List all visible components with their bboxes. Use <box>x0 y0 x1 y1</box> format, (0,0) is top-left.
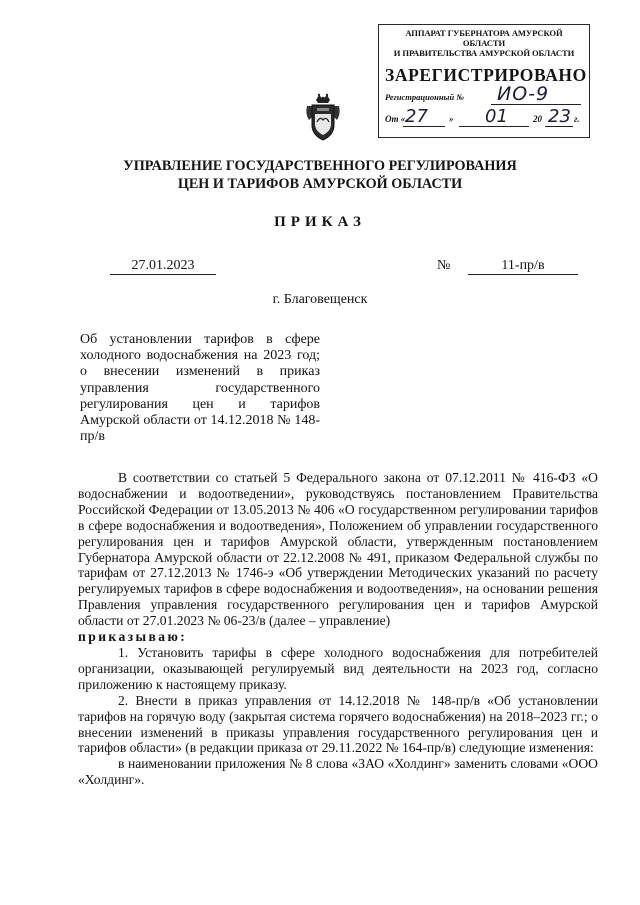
doc-type-title: ПРИКАЗ <box>274 214 366 230</box>
item-2-sub-paragraph: в наименовании приложения № 8 слова «ЗАО «Холдинг» заменить словами «ООО «Холдинг». <box>78 756 598 788</box>
city: г. Благовещенск <box>272 292 368 307</box>
stamp-date-day: 27 <box>405 106 428 127</box>
stamp-org-line-1: АППАРАТ ГУБЕРНАТОРА АМУРСКОЙ ОБЛАСТИ <box>405 28 563 48</box>
stamp-reg-number: ИО-9 <box>497 83 550 105</box>
item-2-paragraph: 2. Внести в приказ управления от 14.12.2018 № 148-пр/в «Об установлении тарифов на горячую воду (закрытая система горячего водоснабжения) на 2018–2023 гг.; о внесении изменений в приказы управления государственного регулирования цен и тарифов области» (в редакции приказа от 29.11.2022 № 164-пр/в) следующие изменения: <box>78 692 598 756</box>
stamp-date-row <box>385 106 583 134</box>
order-word: приказываю: <box>78 629 188 645</box>
stamp-reg-label: Регистрационный № <box>385 92 465 102</box>
registration-stamp <box>378 24 590 138</box>
order-date: 27.01.2023 <box>110 258 216 275</box>
org-heading <box>0 157 640 193</box>
org-heading-line-1: УПРАВЛЕНИЕ ГОСУДАРСТВЕННОГО РЕГУЛИРОВАНИЯ <box>123 158 517 174</box>
stamp-org-line-2: И ПРАВИТЕЛЬСТВА АМУРСКОЙ ОБЛАСТИ <box>393 48 575 58</box>
item-1-paragraph: 1. Установить тарифы в сфере холодного водоснабжения для потребителей организации, оказывающей регулируемый вид деятельности на 2023 год, согласно приложению к настоящему приказу. <box>78 644 598 692</box>
stamp-date-from: От « <box>385 114 406 124</box>
order-body <box>78 470 598 788</box>
org-heading-line-2: ЦЕН И ТАРИФОВ АМУРСКОЙ ОБЛАСТИ <box>177 176 463 192</box>
stamp-title: ЗАРЕГИСТРИРОВАНО <box>385 65 587 85</box>
order-number-label: № <box>437 258 451 273</box>
stamp-date-year: 23 <box>548 106 571 127</box>
order-number: 11-пр/в <box>468 258 578 275</box>
stamp-date-month: 01 <box>485 106 508 127</box>
order-subject: Об установлении тарифов в сфере холодного водоснабжения на 2023 год; о внесении изменений в приказ управления государственного регулирования цен и тарифов Амурской области от 14.12.2018 № 148-пр/в <box>80 332 320 445</box>
stamp-date-year-prefix: 20 <box>533 114 542 124</box>
coat-of-arms-icon <box>305 92 341 142</box>
stamp-date-suffix: г. <box>574 114 580 124</box>
preamble-paragraph: В соответствии со статьей 5 Федерального закона от 07.12.2011 № 416-ФЗ «О водоснабжении и водоотведении», руководствуясь постановлением Правительства Российской Федерации от 13.05.2013 № 406 «О государственном регулировании тарифов в сфере водоснабжения и водоотведения», Положением об управлении государственного регулирования цен и тарифов Амурской области, утвержденным постановлением Губернатора Амурской области от 22.12.2008 № 491, приказом Федеральной службы по тарифам от 27.12.2013 № 1746-э «Об утверждении Методических указаний по расчету регулируемых тарифов в сфере водоснабжения и водоотведения», на основании решения Правления управления государственного регулирования цен и тарифов Амурской области от 27.01.2023 № 06-23/в (далее – управление) <box>78 470 598 629</box>
stamp-date-close: » <box>449 114 454 124</box>
